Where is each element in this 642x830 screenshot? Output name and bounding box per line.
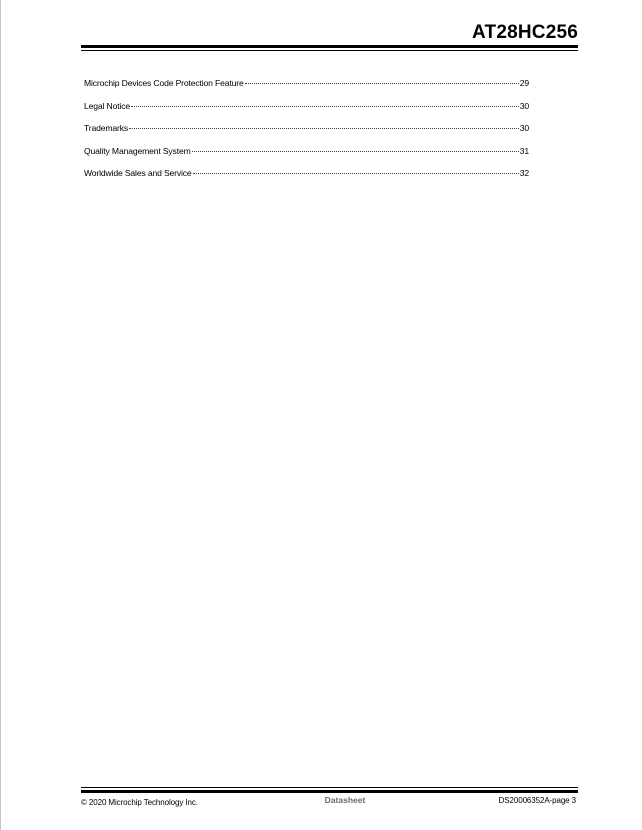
toc-entry-page: 29: [519, 78, 529, 88]
toc-dot-leader: [131, 96, 519, 107]
document-title: AT28HC256: [472, 22, 578, 43]
toc-entry-worldwide-sales[interactable]: [84, 165, 529, 188]
toc-entry-page: 32: [519, 168, 529, 179]
toc-entry-trademarks[interactable]: [84, 120, 529, 143]
toc-entry-label: Legal Notice: [84, 100, 130, 111]
toc-entry-label: Microchip Devices Code Protection Feature: [84, 78, 244, 88]
footer-rule-thick: [81, 790, 578, 793]
toc-entry-page: 31: [519, 145, 529, 156]
footer-copyright: © 2020 Microchip Technology Inc.: [81, 798, 198, 807]
toc-entry-code-protection[interactable]: [84, 75, 529, 98]
toc-entry-label: Trademarks: [84, 123, 129, 134]
toc-entry-page: 30: [519, 100, 529, 111]
toc-dot-leader: [129, 118, 519, 129]
footer-rule-thin: [81, 787, 578, 788]
toc-dot-leader: [192, 141, 519, 152]
page-edge: [0, 0, 1, 830]
toc-entry-quality-management[interactable]: [84, 143, 529, 166]
footer-page-number: DS20006352A-page 3: [498, 796, 576, 805]
toc-dot-leader: [193, 163, 519, 174]
toc-entry-label: Worldwide Sales and Service: [84, 168, 192, 179]
toc-entry-label: Quality Management System: [84, 145, 191, 156]
table-of-contents: [84, 75, 529, 188]
header-rule-thin: [81, 50, 578, 51]
toc-entry-page: 30: [519, 123, 529, 134]
toc-dot-leader: [245, 73, 519, 84]
header-rule-thick: [81, 45, 578, 48]
toc-entry-legal-notice[interactable]: [84, 98, 529, 121]
footer-doc-type: Datasheet: [324, 795, 366, 805]
